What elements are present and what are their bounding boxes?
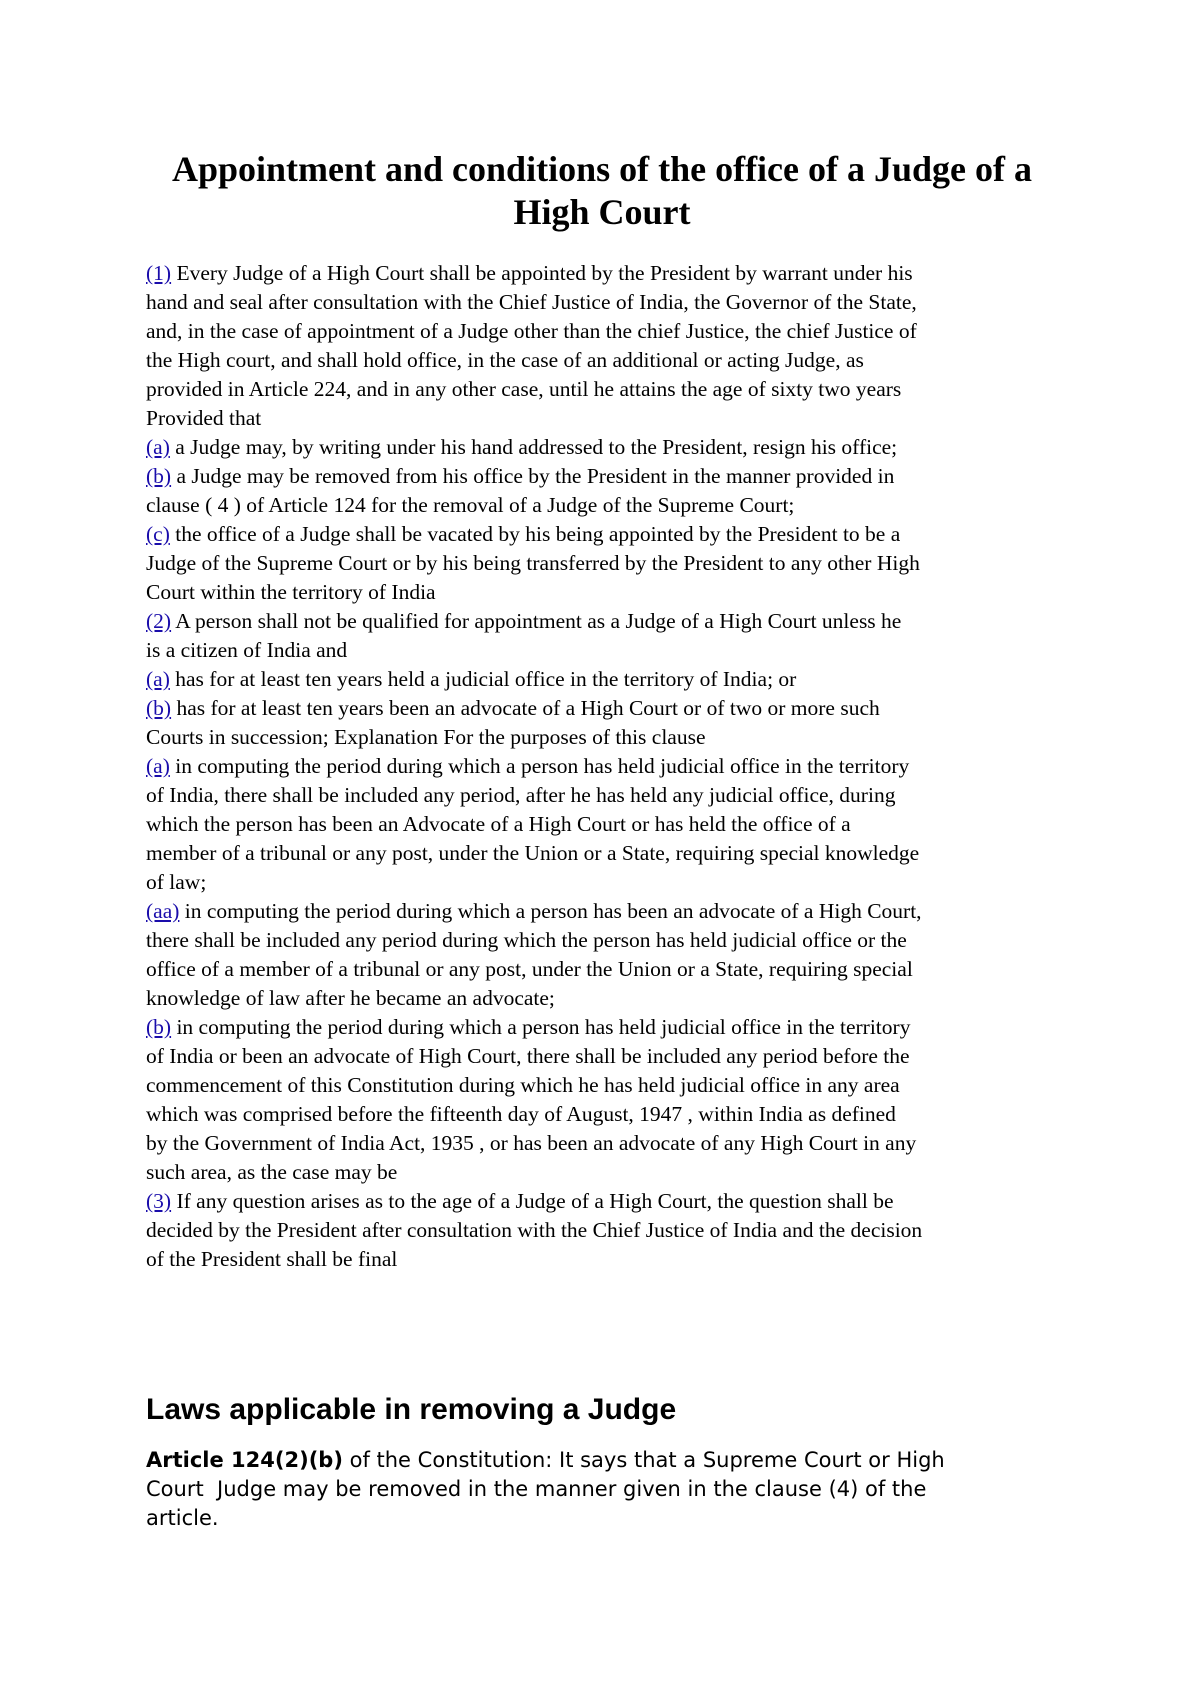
clause-ref-link[interactable]: (3) xyxy=(146,1189,172,1213)
text-line: which the person has been an Advocate of a High Court or has held the office of a xyxy=(146,812,851,836)
text-line: and, in the case of appointment of a Judge other than the chief Justice, the chief Justice of xyxy=(146,319,917,343)
clause-text: A person shall not be qualified for appointment as a Judge of a High Court unless he xyxy=(171,609,902,633)
text-line: Court Judge may be removed in the manner given in the clause (4) of the xyxy=(146,1477,927,1501)
text-line xyxy=(146,259,1066,288)
text-line: there shall be included any period during which the person has held judicial office or the xyxy=(146,928,907,952)
text-line: decided by the President after consultation with the Chief Justice of India and the decision xyxy=(146,1218,923,1242)
clause-1 xyxy=(146,259,1066,433)
clause-ref-link[interactable]: (b) xyxy=(146,1015,172,1039)
clause-text: Every Judge of a High Court shall be appointed by the President by warrant under his xyxy=(171,261,913,285)
text-line xyxy=(146,433,1066,462)
text-line: such area, as the case may be xyxy=(146,1160,398,1184)
section-paragraph xyxy=(146,1446,1066,1533)
clause-text: in computing the period during which a person has been an advocate of a High Court, xyxy=(179,899,922,923)
clause-1a xyxy=(146,433,1066,462)
text-line: hand and seal after consultation with the Chief Justice of India, the Governor of the State, xyxy=(146,290,917,314)
clause-ref-link[interactable]: (1) xyxy=(146,261,172,285)
text-line xyxy=(146,897,1066,926)
text-line: Provided that xyxy=(146,406,262,430)
clause-text: has for at least ten years held a judicial office in the territory of India; or xyxy=(169,667,797,691)
clause-2a xyxy=(146,665,1066,694)
clause-ref-link[interactable]: (a) xyxy=(146,754,170,778)
text-line: of India or been an advocate of High Court, there shall be included any period before the xyxy=(146,1044,910,1068)
clause-ref-link[interactable]: (aa) xyxy=(146,899,180,923)
clause-ref-link[interactable]: (a) xyxy=(146,667,170,691)
text-line: member of a tribunal or any post, under the Union or a State, requiring special knowledge xyxy=(146,841,920,865)
clause-text: a Judge may, by writing under his hand addressed to the President, resign his office; xyxy=(169,435,898,459)
text-line: clause ( 4 ) of Article 124 for the removal of a Judge of the Supreme Court; xyxy=(146,493,795,517)
text-line: which was comprised before the fifteenth day of August, 1947 , within India as defined xyxy=(146,1102,896,1126)
article-reference: Article 124(2)(b) xyxy=(146,1448,343,1472)
page-title: Appointment and conditions of the office of a Judge of a High Court xyxy=(171,149,1033,232)
text-line: of the President shall be final xyxy=(146,1247,398,1271)
text-line: Judge of the Supreme Court or by his being transferred by the President to any other High xyxy=(146,551,920,575)
explanation-a xyxy=(146,752,1066,897)
text-line xyxy=(146,462,1066,491)
text-line xyxy=(146,607,1066,636)
paragraph-text: of the Constitution: It says that a Supreme Court or High xyxy=(342,1448,945,1472)
text-line xyxy=(146,752,1066,781)
text-line: by the Government of India Act, 1935 , or has been an advocate of any High Court in any xyxy=(146,1131,917,1155)
text-line: provided in Article 224, and in any other case, until he attains the age of sixty two years xyxy=(146,377,902,401)
clause-ref-link[interactable]: (b) xyxy=(146,464,172,488)
clause-text: a Judge may be removed from his office by the President in the manner provided in xyxy=(171,464,895,488)
text-line xyxy=(146,520,1066,549)
article-body xyxy=(146,259,1066,1274)
text-line: office of a member of a tribunal or any post, under the Union or a State, requiring special xyxy=(146,957,913,981)
text-line: article. xyxy=(146,1506,219,1530)
text-line xyxy=(146,1187,1066,1216)
clause-text: in computing the period during which a person has held judicial office in the territory xyxy=(171,1015,911,1039)
clause-ref-link[interactable]: (b) xyxy=(146,696,172,720)
explanation-b xyxy=(146,1013,1066,1187)
clause-3 xyxy=(146,1187,1066,1274)
clause-text: the office of a Judge shall be vacated by his being appointed by the President to be a xyxy=(169,522,901,546)
text-line: is a citizen of India and xyxy=(146,638,348,662)
text-line xyxy=(146,1013,1066,1042)
clause-text: has for at least ten years been an advocate of a High Court or of two or more such xyxy=(171,696,880,720)
clause-2 xyxy=(146,607,1066,665)
text-line: commencement of this Constitution during which he has held judicial office in any area xyxy=(146,1073,900,1097)
clause-text: If any question arises as to the age of a Judge of a High Court, the question shall be xyxy=(171,1189,894,1213)
explanation-aa xyxy=(146,897,1066,1013)
clause-ref-link[interactable]: (2) xyxy=(146,609,172,633)
text-line: the High court, and shall hold office, in the case of an additional or acting Judge, as xyxy=(146,348,864,372)
text-line: of India, there shall be included any period, after he has held any judicial office, during xyxy=(146,783,896,807)
clause-text: in computing the period during which a person has held judicial office in the territory xyxy=(169,754,910,778)
text-line xyxy=(146,694,1066,723)
clause-ref-link[interactable]: (c) xyxy=(146,522,170,546)
text-line: of law; xyxy=(146,870,207,894)
text-line: Court within the territory of India xyxy=(146,580,436,604)
text-line: Courts in succession; Explanation For the purposes of this clause xyxy=(146,725,706,749)
clause-ref-link[interactable]: (a) xyxy=(146,435,170,459)
text-line: knowledge of law after he became an advocate; xyxy=(146,986,555,1010)
clause-2b xyxy=(146,694,1066,752)
section-heading: Laws applicable in removing a Judge xyxy=(146,1393,677,1426)
text-line xyxy=(146,665,1066,694)
clause-1c xyxy=(146,520,1066,607)
text-line xyxy=(146,1446,1066,1475)
clause-1b xyxy=(146,462,1066,520)
